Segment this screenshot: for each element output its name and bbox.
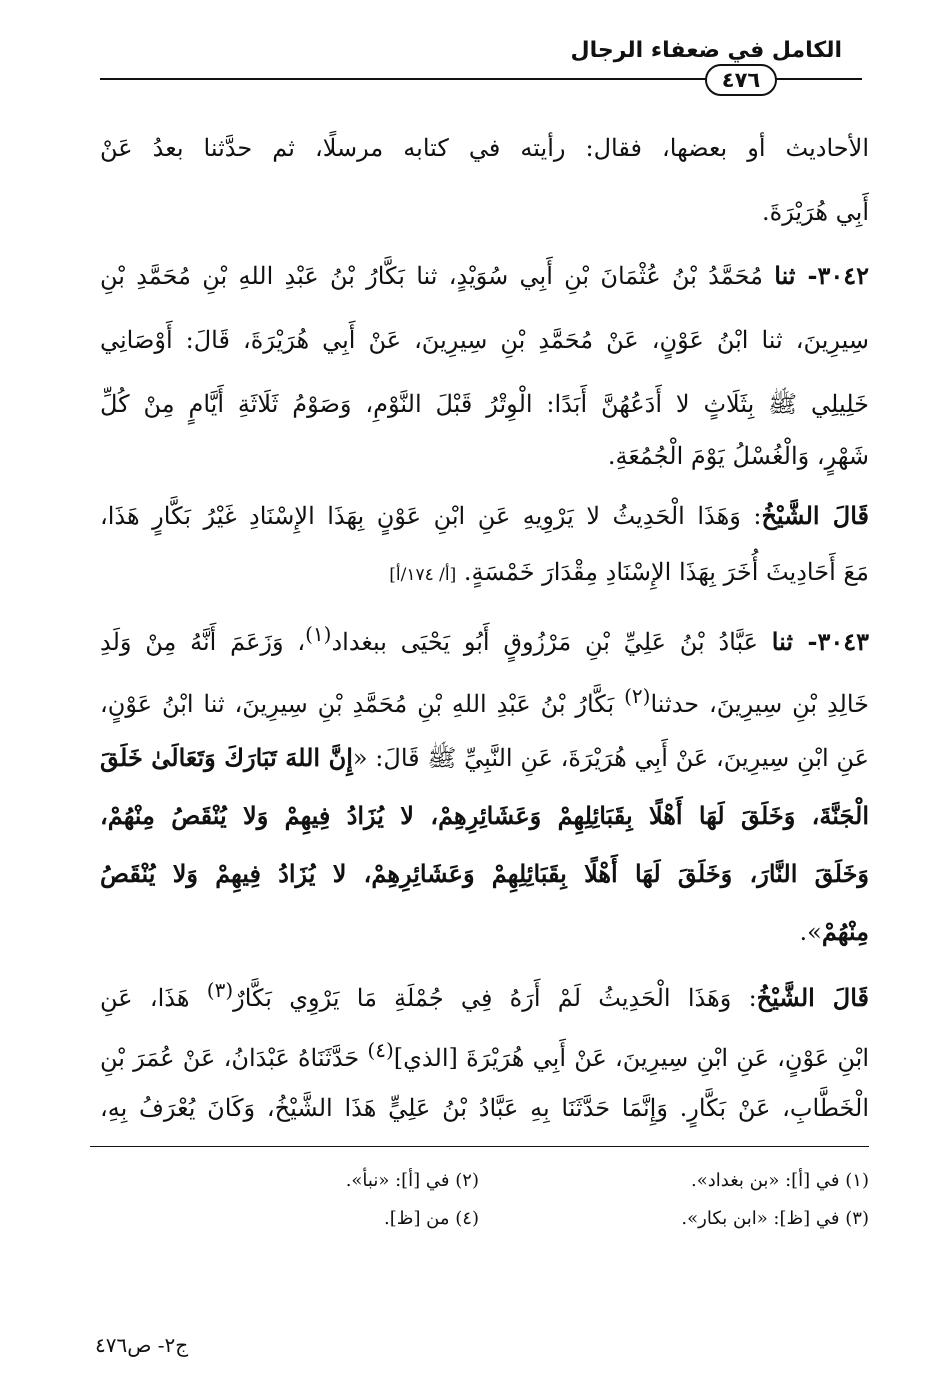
text-segment: مِنْهُمْ (821, 917, 869, 946)
footnote-marker: (٤) (367, 1038, 394, 1062)
text-line (100, 676, 869, 720)
text-segment: مُحَمَّدُ بْنُ عُثْمَانَ بْنِ أَبِي سُوَيْدٍ، ثنا بَكَّارُ بْنُ عَبْدِ اللهِ بْنِ مُحَمَّدِ بْنِ (100, 262, 775, 290)
footnote (691, 1166, 869, 1196)
footnote (681, 1204, 869, 1234)
prophetic-text-line (100, 796, 869, 840)
footnote-text: في [ظ]: «ابن بكار». (681, 1208, 840, 1229)
text-line (762, 192, 869, 236)
text-segment: : وَهَذَا الْحَدِيثُ لا يَرْوِيهِ عَنِ ابْنِ عَوْنٍ بِهَذَا الإِسْنَادِ غَيْرُ بَكَّارٍ هَذَا، (100, 502, 762, 530)
hadith-number: ٣٠٤٣- (793, 627, 870, 656)
text-segment: بَكَّارُ بْنُ عَبْدِ اللهِ بْنِ مُحَمَّدِ بْنِ سِيرِينَ، ثنا ابْنُ عَوْنٍ، (100, 690, 625, 718)
sheikh-comment-line (100, 496, 869, 540)
hadith-number: ٣٠٤٢- (795, 261, 869, 290)
prophetic-text: إِنَّ اللهَ تَبَارَكَ وَتَعَالَىٰ خَلَقَ (100, 743, 353, 772)
footnote-number: (١) (845, 1170, 869, 1191)
text-segment: عَبَّادُ بْنُ عَلِيِّ بْنِ مَرْزُوقٍ أَبُو يَحْيَى ببغداد (331, 628, 772, 656)
text-segment: ، وَزَعَمَ أَنَّهُ مِنْ وَلَدِ (100, 628, 306, 656)
text-segment: الْجَنَّةَ، وَخَلَقَ لَهَا أَهْلًا بِقَبَائِلِهِمْ وَعَشَائِرِهِمْ، لا يُزَادُ فِيهِمْ وَلا يُنْقَصُ مِنْهُمْ، (100, 801, 869, 830)
text-line (100, 1030, 869, 1074)
text-segment: هَذَا، عَنِ (100, 984, 207, 1012)
text-segment: الْخَطَّابِ، عَنْ بَكَّارٍ. وَإِنَّمَا حَدَّثَنَا بِهِ عَبَّادُ بْنُ عَلِيٍّ هَذَا الشَّيْخُ، وَكَانَ يُعْرَفُ بِهِ، (100, 1094, 869, 1122)
footnotes (100, 1166, 869, 1246)
text-segment: ». (799, 918, 822, 946)
footnote-marker: (٣) (206, 978, 234, 1002)
sheikh-label: قَالَ الشَّيْخُ (761, 501, 870, 530)
footnote-number: (٤) (455, 1208, 479, 1229)
footnote-text: في [أ]: «بن بغداد». (691, 1170, 840, 1191)
footnote-number: (٢) (455, 1170, 479, 1191)
text-segment: شَهْرٍ، وَالْغُسْلُ يَوْمَ الْجُمُعَةِ. (607, 442, 869, 470)
narration-keyword: ثنا (771, 627, 793, 656)
text-segment: سِيرِينَ، ثنا ابْنُ عَوْنٍ، عَنْ مُحَمَّدِ بْنِ سِيرِينَ، عَنْ أَبِي هُرَيْرَةَ، قَالَ: أَوْصَانِي (100, 326, 869, 354)
text-segment: : وَهَذَا الْحَدِيثُ لَمْ أَرَهُ فِي جُمْلَةِ مَا يَرْوِي بَكَّارٌ (233, 984, 757, 1012)
footnote (384, 1204, 479, 1234)
footnote (346, 1166, 479, 1196)
text-line (389, 552, 869, 596)
text-segment: مَعَ أَحَادِيثَ أُخَرَ بِهَذَا الإِسْنَادِ مِقْدَارَ خَمْسَةٍ. (456, 558, 869, 586)
page-number-badge: ٤٧٦ (705, 64, 777, 96)
text-segment: وَخَلَقَ النَّارَ، وَخَلَقَ لَهَا أَهْلًا بِقَبَائِلِهِمْ وَعَشَائِرِهِمْ، لا يُزَادُ فِيهِمْ وَلا يُنْقَصُ (100, 859, 869, 888)
running-title: الكامل في ضعفاء الرجال (570, 38, 842, 63)
text-line (608, 436, 869, 480)
text-line (100, 384, 869, 428)
text-line (800, 912, 869, 956)
footnote-text: من [ظ]. (384, 1208, 450, 1229)
footnote-rule (90, 1146, 869, 1147)
prophetic-text-line (100, 854, 869, 898)
text-segment: الأحاديث أو بعضها، فقال: رأيته في كتابه مرسلًا، ثم حدَّثنا بعدُ عَنْ (100, 134, 869, 162)
text-line (100, 738, 869, 782)
sheikh-label: قَالَ الشَّيْخُ (756, 983, 869, 1012)
text-segment: ابْنِ عَوْنٍ، عَنِ ابْنِ سِيرِينَ، عَنْ أَبِي هُرَيْرَةَ [الذي] (393, 1044, 869, 1072)
hadith-3042-heading-line (100, 256, 869, 300)
text-line (100, 128, 869, 172)
footnote-marker: (١) (305, 622, 332, 646)
volume-page-reference: ج٢- ص٤٧٦ (95, 1333, 189, 1357)
text-line (100, 320, 869, 364)
footnote-number: (٣) (845, 1208, 869, 1229)
hadith-3043-heading-line (100, 614, 869, 658)
footnote-marker: (٢) (624, 684, 651, 708)
sheikh-comment-line (100, 970, 869, 1014)
text-segment: حَدَّثَنَاهُ عَبْدَانُ، عَنْ عُمَرَ بْنِ (100, 1044, 368, 1072)
text-segment: خَالِدِ بْنِ سِيرِينَ، حدثنا (650, 690, 869, 718)
manuscript-ref: [أ/ ١٧٤/أ] (389, 565, 457, 585)
text-segment: عَنِ ابْنِ سِيرِينَ، عَنْ أَبِي هُرَيْرَةَ، عَنِ النَّبِيِّ ﷺ قَالَ: « (352, 744, 869, 772)
text-segment: أَبِي هُرَيْرَةَ. (761, 198, 869, 226)
footnote-text: في [أ]: «نبأ». (345, 1170, 450, 1191)
narration-keyword: ثنا (774, 261, 796, 290)
text-segment: خَلِيلِي ﷺ بِثَلَاثٍ لا أَدَعُهُنَّ أَبَدًا: الْوِتْرُ قَبْلَ النَّوْمِ، وَصَوْمُ ثَلَاثَةِ أَيَّامٍ مِنْ كُلِّ (100, 390, 869, 418)
text-line (100, 1088, 869, 1132)
